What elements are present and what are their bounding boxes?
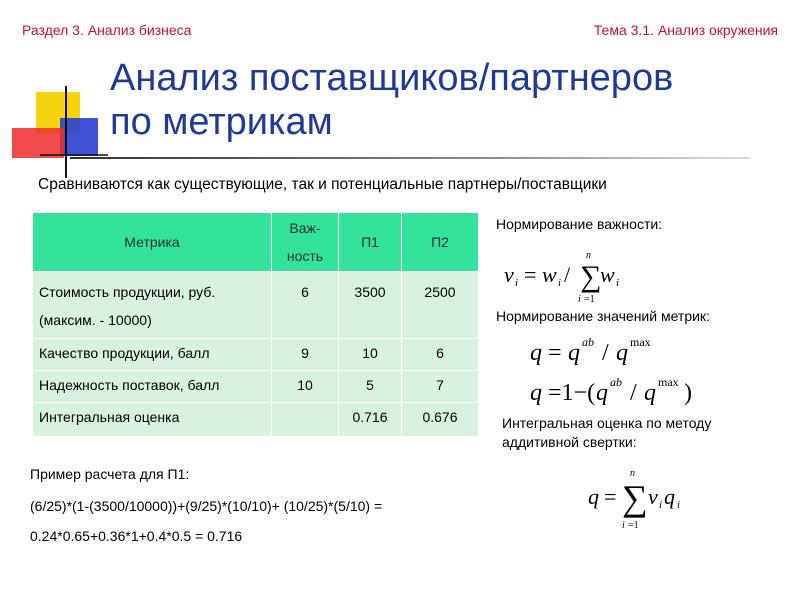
topic-label: Тема 3.1. Анализ окружения <box>593 22 778 38</box>
svg-text:i: i <box>515 277 519 289</box>
example-line-2: 0.24*0.65+0.36*1+0.4*0.5 = 0.716 <box>30 528 243 544</box>
p1-text: 3500 <box>354 284 386 300</box>
metric-norm-formula-2 <box>528 372 728 408</box>
metric-text: Интегральная оценка <box>39 409 180 425</box>
svg-text:v: v <box>648 484 658 509</box>
svg-text:max: max <box>630 335 651 349</box>
cell-p2 <box>402 339 479 371</box>
svg-text:i: i <box>659 499 663 511</box>
svg-text:): ) <box>684 380 692 406</box>
svg-text:/: / <box>630 380 637 406</box>
cell-weight <box>272 371 339 403</box>
section-label: Раздел 3. Анализ бизнеса <box>22 22 192 38</box>
table-row <box>33 371 479 403</box>
svg-text:max: max <box>658 375 679 389</box>
svg-text:q: q <box>568 340 580 366</box>
p2-text: 6 <box>436 345 444 361</box>
example-title: Пример расчета для П1: <box>30 466 190 482</box>
metric-text: Стоимость продукции, руб. (максим. - 10000) <box>39 284 216 328</box>
cell-p1 <box>339 403 402 437</box>
cell-p1 <box>339 371 402 403</box>
integral-label: Интегральная оценка по методу аддитивной свертки: <box>502 415 712 450</box>
svg-text:i: i <box>622 520 625 531</box>
cell-metric <box>33 403 272 437</box>
table-row <box>33 272 479 339</box>
metric-norm-label: Нормирование значений метрик: <box>496 308 710 324</box>
header-weight-text: Важ-ность <box>286 220 324 264</box>
svg-text:=: = <box>604 484 617 509</box>
cell-p2 <box>402 403 479 437</box>
svg-text:=: = <box>548 340 562 366</box>
metric-text: Надежность поставок, балл <box>39 377 220 393</box>
svg-text:q: q <box>616 340 628 366</box>
cell-p1 <box>339 339 402 371</box>
svg-text:/: / <box>602 340 609 366</box>
header-weight <box>272 213 339 272</box>
integral-formula <box>586 464 696 534</box>
title-divider <box>70 157 750 159</box>
table-row <box>33 403 479 437</box>
header-p2: П2 <box>402 213 479 272</box>
svg-text:=1: =1 <box>584 294 595 305</box>
weight-text: 10 <box>297 377 313 393</box>
p1-text: 5 <box>366 377 374 393</box>
svg-text:/: / <box>564 262 571 287</box>
svg-text:∑: ∑ <box>622 478 648 518</box>
weight-text: 6 <box>301 284 309 300</box>
cell-p2 <box>402 371 479 403</box>
svg-text:i: i <box>558 277 562 289</box>
cell-p1 <box>339 272 402 339</box>
svg-text:q: q <box>644 380 656 406</box>
svg-text:n: n <box>586 250 591 261</box>
decorative-squares <box>0 0 110 180</box>
svg-text:i: i <box>677 499 681 511</box>
cell-p2 <box>402 272 479 339</box>
header-metric: Метрика <box>33 213 272 272</box>
cell-weight <box>272 272 339 339</box>
svg-text:q: q <box>530 340 542 366</box>
svg-text:w: w <box>542 262 557 287</box>
title-line-1: Анализ поставщиков/партнеров <box>110 57 674 99</box>
metric-norm-formula-1 <box>528 332 728 368</box>
svg-text:ab: ab <box>610 375 622 389</box>
metric-text: Качество продукции, балл <box>39 345 210 361</box>
svg-text:i: i <box>616 277 620 289</box>
weight-norm-label: Нормирование важности: <box>496 216 663 232</box>
svg-text:ab: ab <box>582 335 594 349</box>
p1-text: 0.716 <box>352 409 388 425</box>
p2-text: 0.676 <box>422 409 458 425</box>
p1-text: 10 <box>362 345 378 361</box>
svg-text:w: w <box>600 262 615 287</box>
p2-text: 2500 <box>424 284 456 300</box>
svg-text:v: v <box>504 262 514 287</box>
table-header-row <box>33 213 479 272</box>
page-title <box>110 56 790 144</box>
svg-text:q: q <box>596 380 608 406</box>
svg-text:=1−(: =1−( <box>548 380 596 406</box>
subtitle: Сравниваются как существующие, так и потенциальные партнеры/поставщики <box>38 176 607 193</box>
svg-text:=1: =1 <box>628 520 639 531</box>
svg-text:i: i <box>578 294 581 305</box>
table-row <box>33 339 479 371</box>
red-square <box>12 128 64 158</box>
header-p1: П1 <box>339 213 402 272</box>
svg-text:n: n <box>630 468 635 479</box>
example-line-1: (6/25)*(1-(3500/10000))+(9/25)*(10/10)+ (10/25)*(5/10) = <box>30 498 383 514</box>
weight-text: 9 <box>301 345 309 361</box>
title-line-2: по метрикам <box>110 101 333 143</box>
cell-metric <box>33 371 272 403</box>
cell-weight <box>272 403 339 437</box>
svg-text:q: q <box>664 484 675 509</box>
svg-text:=: = <box>524 262 537 287</box>
svg-text:∑: ∑ <box>580 260 602 293</box>
svg-text:q: q <box>530 380 542 406</box>
p2-text: 7 <box>436 377 444 393</box>
weight-norm-formula <box>500 246 650 308</box>
metrics-table <box>32 212 479 437</box>
cell-metric <box>33 272 272 339</box>
svg-text:q: q <box>588 484 599 509</box>
cell-metric <box>33 339 272 371</box>
cell-weight <box>272 339 339 371</box>
